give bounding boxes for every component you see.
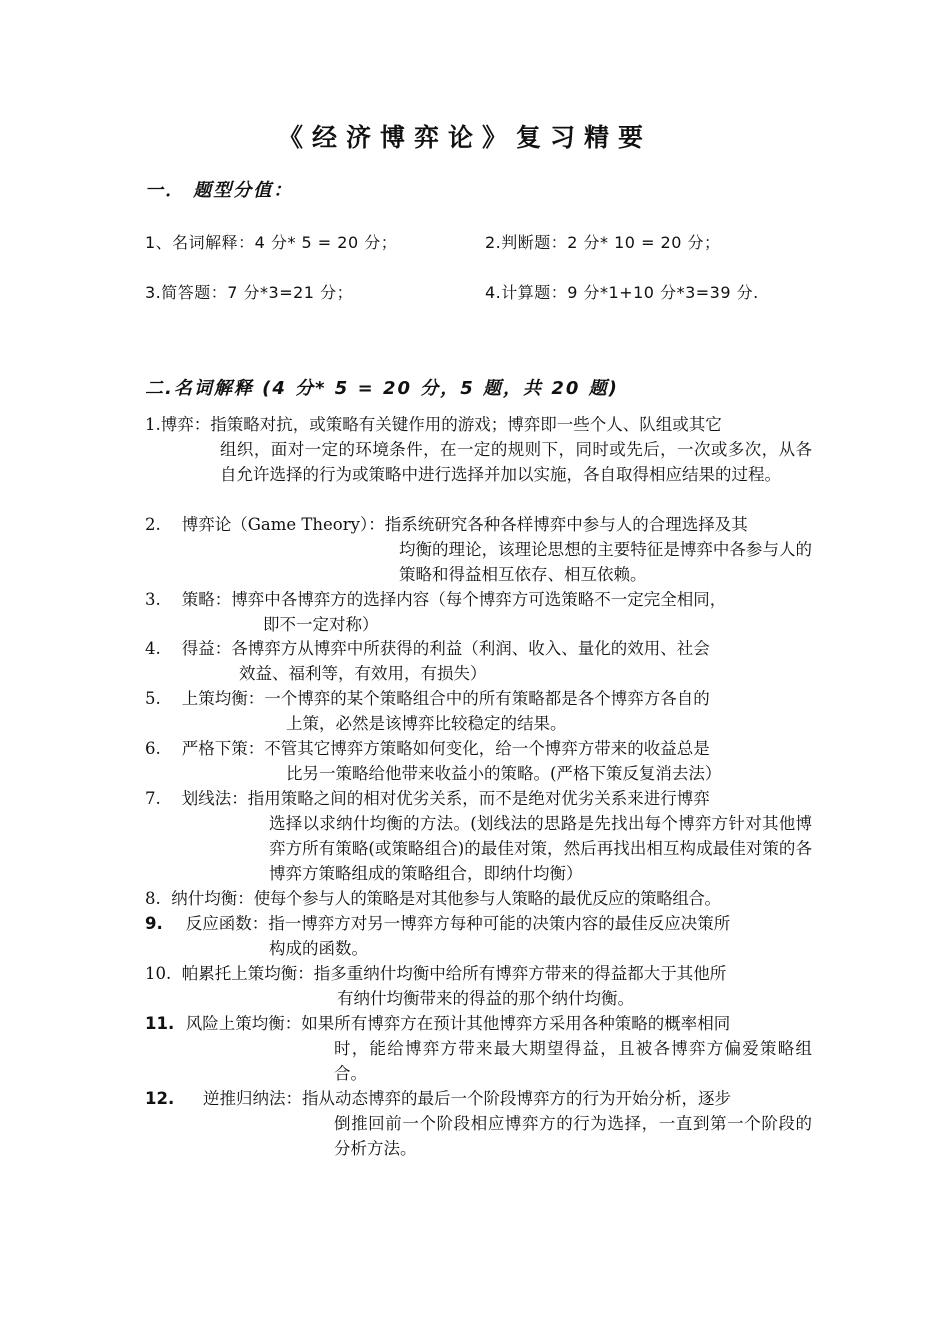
definition-item bbox=[145, 636, 812, 686]
definition-text: 指一博弈方对另一博弈方每种可能的决策内容的最佳反应决策所 bbox=[268, 914, 731, 933]
definition-text: 各博弈方从博弈中所获得的利益（利润、收入、量化的效用、社会 bbox=[231, 639, 710, 658]
definition-continuation: 效益、福利等，有效用，有损失） bbox=[239, 664, 487, 683]
definition-term: 划线法： bbox=[181, 789, 248, 808]
definition-term: 反应函数： bbox=[185, 914, 269, 933]
definition-item bbox=[145, 1011, 812, 1086]
definition-text: 指多重纳什均衡中给所有博弈方带来的得益都大于其他所 bbox=[313, 964, 727, 983]
definition-item bbox=[145, 786, 812, 886]
definition-term: 帕累托上策均衡： bbox=[181, 964, 314, 983]
definition-item bbox=[145, 412, 812, 487]
section-2-heading: 二.名词解释 (4 分* 5 = 20 分，5 题，共 20 题) bbox=[145, 378, 619, 399]
definition-continuation: 比另一策略给他带来收益小的策略。(严格下策反复消去法） bbox=[286, 764, 722, 783]
score-item-2: 2.判断题：2 分* 10 = 20 分； bbox=[485, 233, 721, 252]
definition-continuation: 时，能给博弈方带来最大期望得益，且被各博弈方偏爱策略组合。 bbox=[334, 1039, 812, 1083]
definition-number: 5. bbox=[145, 689, 182, 708]
definition-text: 指策略对抗，或策略有关键作用的游戏；博弈即一些个人、队组或其它 bbox=[210, 415, 722, 434]
definition-number: 6. bbox=[145, 739, 182, 758]
definition-number: 12. bbox=[145, 1089, 203, 1108]
definition-number: 11. bbox=[145, 1014, 186, 1033]
definition-text: 一个博弈的某个策略组合中的所有策略都是各个博弈方各自的 bbox=[264, 689, 710, 708]
definition-continuation: 均衡的理论，该理论思想的主要特征是博弈中各参与人的策略和得益相互依存、相互依赖。 bbox=[399, 540, 812, 584]
section-1-heading: 一． 题型分值： bbox=[145, 180, 294, 201]
definition-text: 使每个参与人的策略是对其他参与人策略的最优反应的策略组合。 bbox=[253, 889, 721, 908]
definition-item bbox=[145, 1086, 812, 1161]
definition-number: 3. bbox=[145, 590, 182, 609]
definition-item bbox=[145, 512, 812, 587]
definition-number: 7. bbox=[145, 789, 182, 808]
definition-number: 1. bbox=[145, 415, 161, 434]
definition-term: 博弈： bbox=[160, 415, 211, 434]
score-item-4: 4.计算题：9 分*1+10 分*3=39 分. bbox=[485, 283, 759, 302]
definition-continuation: 组织，面对一定的环境条件，在一定的规则下，同时或先后，一次或多次，从各自允许选择的行为或策略中进行选择并加以实施，各自取得相应结果的过程。 bbox=[220, 440, 812, 484]
definition-text: 不管其它博弈方策略如何变化，给一个博弈方带来的收益总是 bbox=[264, 739, 710, 758]
score-item-1: 1、名词解释：4 分* 5 = 20 分； bbox=[145, 233, 398, 252]
definition-text: 指系统研究各种各样博弈中参与人的合理选择及其 bbox=[384, 515, 748, 534]
definition-continuation: 即不一定对称） bbox=[263, 615, 379, 634]
definition-term: 得益： bbox=[181, 639, 232, 658]
definition-text: 指用策略之间的相对优劣关系，而不是绝对优劣关系来进行博弈 bbox=[247, 789, 710, 808]
definition-term: 逆推归纳法： bbox=[202, 1089, 302, 1108]
definition-term: 严格下策： bbox=[181, 739, 265, 758]
definition-text: 指从动态博弈的最后一个阶段博弈方的行为开始分析，逐步 bbox=[301, 1089, 731, 1108]
definition-text: 如果所有博弈方在预计其他博弈方采用各种策略的概率相同 bbox=[301, 1014, 731, 1033]
definition-text: 博弈中各博弈方的选择内容（每个博弈方可选策略不一定完全相同， bbox=[231, 590, 727, 609]
definition-term: 博弈论（Game Theory）： bbox=[181, 515, 385, 534]
definition-item bbox=[145, 961, 812, 1011]
definition-number: 2. bbox=[145, 515, 182, 534]
definition-item bbox=[145, 886, 812, 911]
definition-continuation: 有纳什均衡带来的得益的那个纳什均衡。 bbox=[337, 989, 634, 1008]
definition-item bbox=[145, 911, 812, 961]
definition-term: 风险上策均衡： bbox=[185, 1014, 302, 1033]
definition-item bbox=[145, 736, 812, 786]
definition-continuation: 构成的函数。 bbox=[269, 939, 368, 958]
definition-item bbox=[145, 686, 812, 736]
definition-number: 9. bbox=[145, 914, 186, 933]
score-item-3: 3.简答题：7 分*3=21 分； bbox=[145, 283, 354, 302]
definition-number: 10. bbox=[145, 964, 182, 983]
definition-continuation: 倒推回前一个阶段相应博弈方的行为选择，一直到第一个阶段的分析方法。 bbox=[334, 1114, 812, 1158]
document-title: 《经济博弈论》复习精要 bbox=[277, 123, 652, 152]
definition-continuation: 选择以求纳什均衡的方法。(划线法的思路是先找出每个博弈方针对其他博弈方所有策略(或策略组合)的最佳对策，然后再找出相互构成最佳对策的各博弈方策略组成的策略组合，即纳什均衡） bbox=[269, 814, 812, 883]
definition-continuation: 上策，必然是该博弈比较稳定的结果。 bbox=[286, 714, 567, 733]
definition-number: 4. bbox=[145, 639, 182, 658]
definition-term: 上策均衡： bbox=[181, 689, 265, 708]
definition-item bbox=[145, 587, 812, 637]
definition-term: 策略： bbox=[181, 590, 232, 609]
definition-term: 纳什均衡： bbox=[171, 889, 254, 908]
definition-number: 8. bbox=[145, 889, 172, 908]
